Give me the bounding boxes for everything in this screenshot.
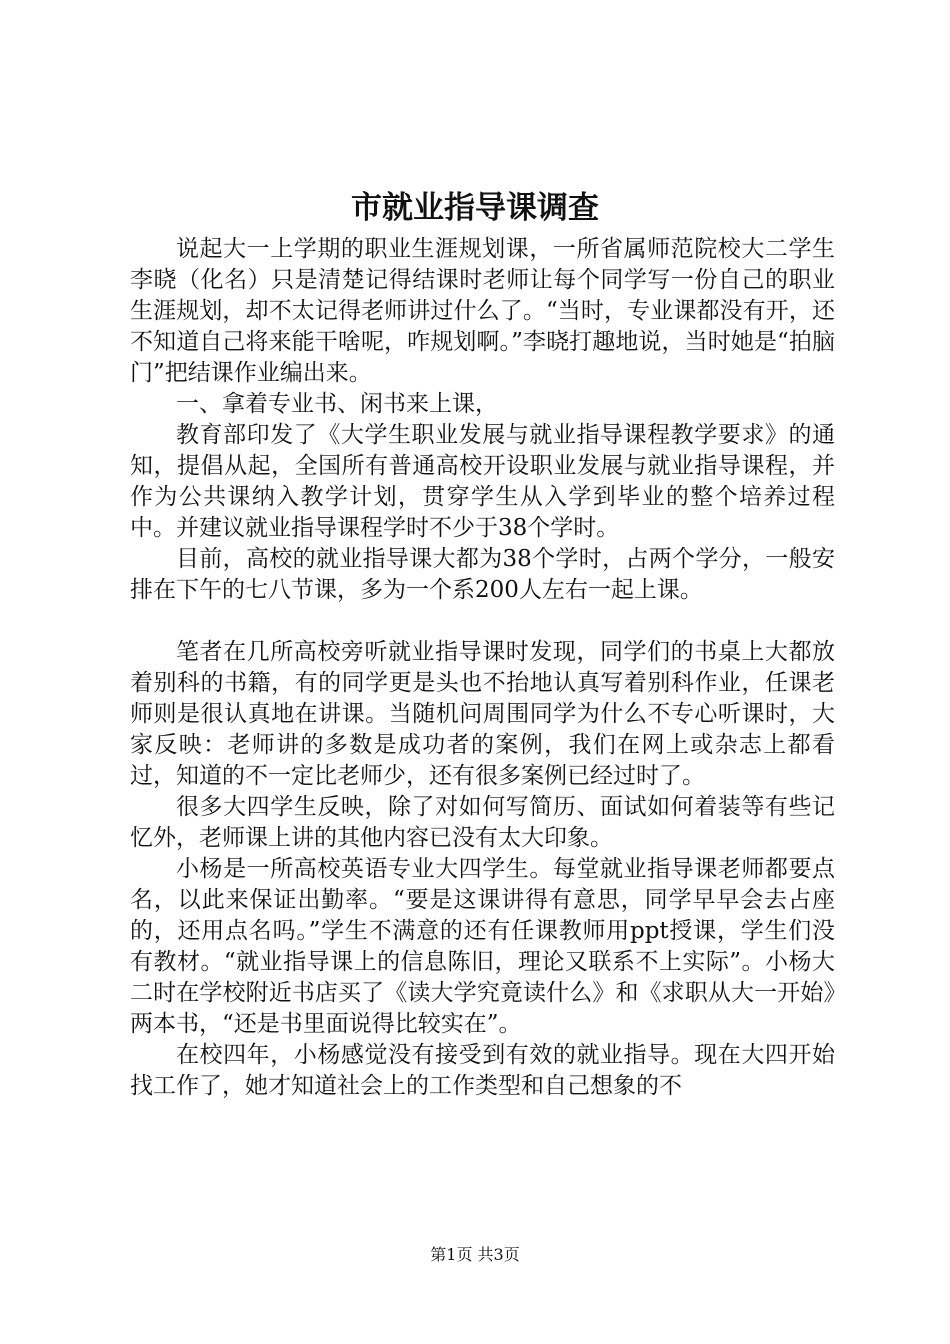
paragraph-senior-feedback: 很多大四学生反映，除了对如何写简历、面试如何着装等有些记忆外，老师课上讲的其他内容已没有太大印象。 bbox=[130, 794, 835, 851]
paragraph-xiao-yang: 小杨是一所高校英语专业大四学生。每堂就业指导课老师都要点名，以此来保证出勤率。“要是这课讲得有意思，同学早早会去占座的，还用点名吗。”学生不满意的还有任课教师用ppt授课，学生们没有教材。“就业指导课上的信息陈旧，理论又联系不上实际”。小杨大二时在学校附近书店买了《读大学究竟读什么》和《求职从大一开始》两本书，“还是书里面说得比较实在”。 bbox=[130, 856, 835, 1037]
paragraph-section-heading: 一、拿着专业书、闲书来上课， bbox=[176, 391, 498, 417]
paragraph-current-situation: 目前，高校的就业指导课大都为38个学时，占两个学分，一般安排在下午的七八节课，多为一个系200人左右一起上课。 bbox=[130, 546, 835, 603]
paragraph-ministry-notice: 教育部印发了《大学生职业发展与就业指导课程教学要求》的通知，提倡从起，全国所有普通高校开设职业发展与就业指导课程，并作为公共课纳入教学计划，贯穿学生从入学到毕业的整个培养过程中。并建议就业指导课程学时不少于38个学时。 bbox=[130, 422, 835, 541]
document-body bbox=[130, 234, 835, 1102]
paragraph-observation: 笔者在几所高校旁听就业指导课时发现，同学们的书桌上大都放着别科的书籍，有的同学更是头也不抬地认真写着别科作业，任课老师则是很认真地在讲课。当随机问周围同学为什么不专心听课时，大家反映：老师讲的多数是成功者的案例，我们在网上或杂志上都看过，知道的不一定比老师少，还有很多案例已经过时了。 bbox=[130, 639, 835, 789]
page-number-footer: 第1页 共3页 bbox=[430, 1245, 520, 1264]
document-title: 市就业指导课调查 bbox=[351, 190, 599, 226]
paragraph-intro: 说起大一上学期的职业生涯规划课，一所省属师范院校大二学生李晓（化名）只是清楚记得结课时老师让每个同学写一份自己的职业生涯规划，却不太记得老师讲过什么了。“当时，专业课都没有开，还不知道自己将来能干啥呢，咋规划啊。”李晓打趣地说，当时她是“拍脑门”把结课作业编出来。 bbox=[130, 236, 835, 386]
paragraph-four-years: 在校四年，小杨感觉没有接受到有效的就业指导。现在大四开始找工作了，她才知道社会上的工作类型和自己想象的不 bbox=[130, 1042, 835, 1099]
